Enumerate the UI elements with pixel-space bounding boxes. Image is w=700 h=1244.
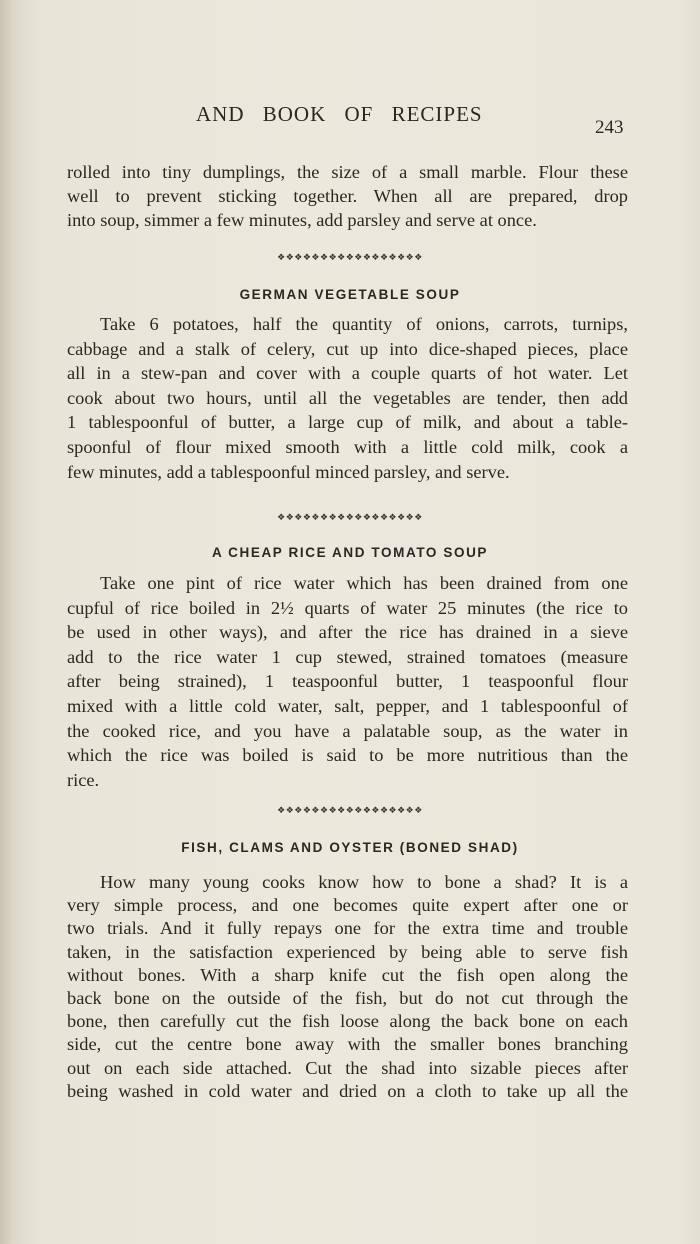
- section-divider-ornament: ❖❖❖❖❖❖❖❖❖❖❖❖❖❖❖❖❖: [277, 512, 423, 522]
- text-line: cabbage and a stalk of celery, cut up into dice-shaped pieces, place: [67, 338, 628, 359]
- text-line: cook about two hours, until all the vegetables are tender, then add: [67, 387, 628, 408]
- text-line: Take one pint of rice water which has been drained from one: [100, 573, 628, 593]
- text-line: mixed with a little cold water, salt, pepper, and 1 tablespoonful of: [67, 696, 628, 716]
- text-line: back bone on the outside of the fish, but do not cut through the: [67, 988, 628, 1008]
- text-line: very simple process, and one becomes quite expert after one or: [67, 895, 628, 916]
- page-number: 243: [595, 117, 624, 138]
- text-line: add to the rice water 1 cup stewed, strained tomatoes (measure: [67, 646, 628, 667]
- section-divider-ornament: ❖❖❖❖❖❖❖❖❖❖❖❖❖❖❖❖❖: [277, 252, 423, 262]
- text-line: How many young cooks know how to bone a shad? It is a: [100, 872, 628, 892]
- text-line: side, cut the centre bone away with the smaller bones branching: [67, 1034, 628, 1055]
- text-line: few minutes, add a tablespoonful minced parsley, and serve.: [67, 461, 510, 482]
- text-line: without bones. With a sharp knife cut the fish open along the: [67, 964, 628, 985]
- recipe-heading: FISH, CLAMS AND OYSTER (BONED SHAD): [181, 840, 519, 855]
- text-line: which the rice was boiled is said to be more nutritious than the: [67, 745, 628, 766]
- text-line: taken, in the satisfaction experienced by being able to serve fish: [67, 941, 628, 962]
- running-head-title: AND BOOK OF RECIPES: [196, 102, 483, 126]
- text-line: after being strained), 1 teaspoonful butter, 1 teaspoonful flour: [67, 671, 628, 692]
- text-line: well to prevent sticking together. When all are prepared, drop: [67, 186, 628, 206]
- text-line: spoonful of flour mixed smooth with a little cold milk, cook a: [67, 437, 628, 457]
- text-line: into soup, simmer a few minutes, add parsley and serve at once.: [67, 210, 537, 230]
- section-divider-ornament: ❖❖❖❖❖❖❖❖❖❖❖❖❖❖❖❖❖: [277, 805, 423, 815]
- text-line: be used in other ways), and after the rice has drained in a sieve: [67, 622, 628, 643]
- recipe-heading: A CHEAP RICE AND TOMATO SOUP: [211, 545, 489, 560]
- text-line: two trials. And it fully repays one for the extra time and trouble: [67, 918, 628, 939]
- text-line: cupful of rice boiled in 2½ quarts of water 25 minutes (the rice to: [67, 597, 628, 618]
- text-line: out on each side attached. Cut the shad into sizable pieces after: [67, 1057, 628, 1078]
- text-line: 1 tablespoonful of butter, a large cup of milk, and about a table-: [67, 412, 628, 433]
- text-line: being washed in cold water and dried on a cloth to take up all the: [67, 1080, 628, 1101]
- recipe-heading: GERMAN VEGETABLE SOUP: [239, 287, 461, 302]
- text-line: all in a stew-pan and cover with a couple quarts of hot water. Let: [67, 363, 628, 384]
- text-line: bone, then carefully cut the fish loose along the back bone on each: [67, 1011, 628, 1032]
- text-line: rice.: [67, 769, 100, 790]
- text-line: Take 6 potatoes, half the quantity of onions, carrots, turnips,: [100, 314, 628, 334]
- text-line: rolled into tiny dumplings, the size of a small marble. Flour these: [67, 162, 628, 182]
- text-line: the cooked rice, and you have a palatable soup, as the water in: [67, 720, 628, 741]
